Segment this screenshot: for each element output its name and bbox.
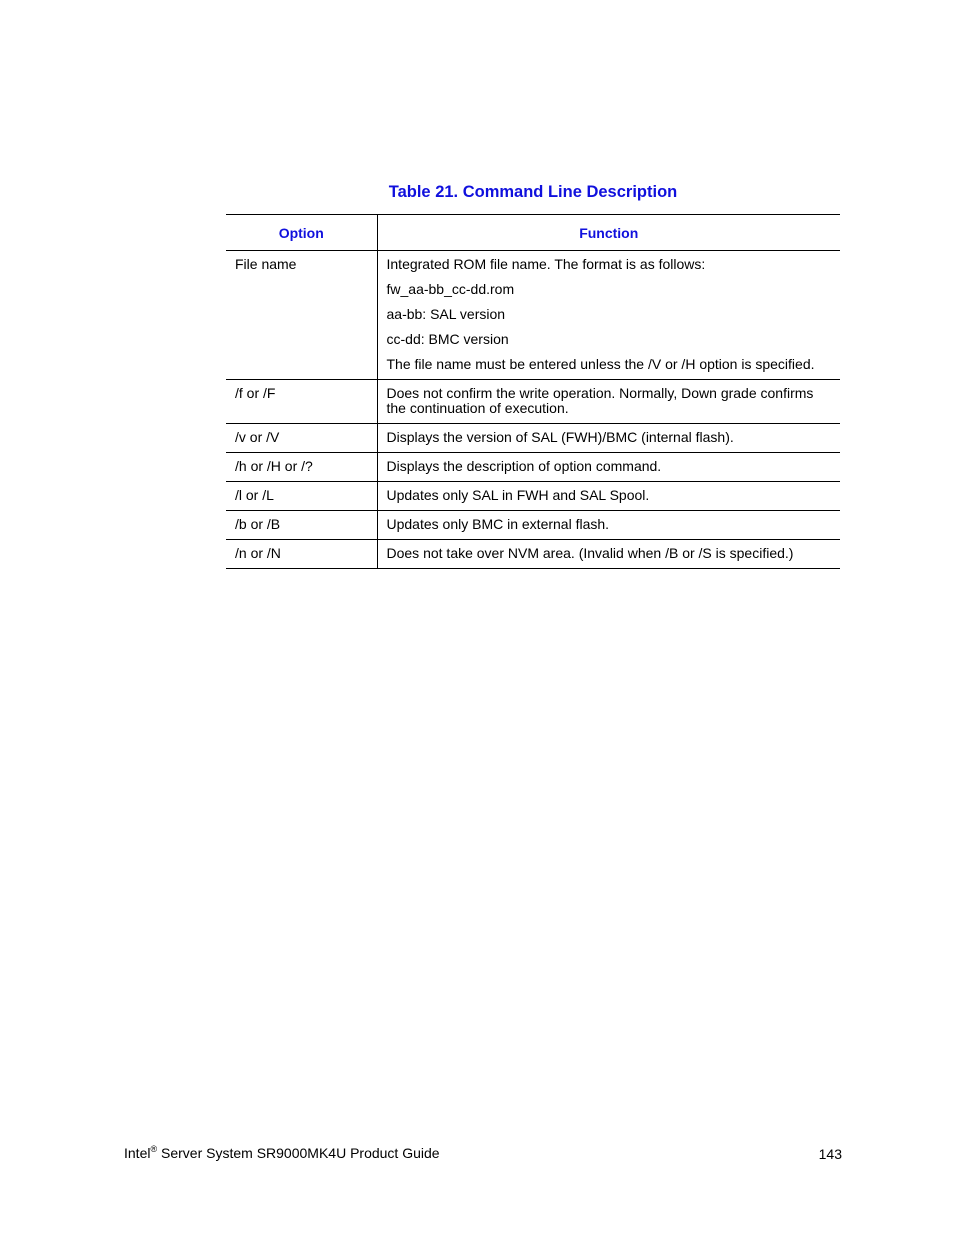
table-row [226,380,840,424]
function-line: Displays the description of option command. [386,458,662,474]
registered-mark: ® [150,1144,158,1154]
footer-title-text: Server System SR9000MK4U Product Guide [157,1145,440,1161]
table-row [226,424,840,453]
function-cell [377,453,840,482]
option-cell: /f or /F [226,380,377,424]
option-cell: /v or /V [226,424,377,453]
table-title: Table 21. Command Line Description [388,183,678,201]
function-cell [377,540,840,569]
function-cell [377,482,840,511]
function-cell [377,511,840,540]
table-row [226,453,840,482]
option-cell: /b or /B [226,511,377,540]
function-cell [377,380,840,424]
function-line: Displays the version of SAL (FWH)/BMC (internal flash). [386,429,734,445]
function-line: Updates only SAL in FWH and SAL Spool. [386,487,650,503]
function-line: The file name must be entered unless the /V or /H option is specified. [386,356,815,372]
table-row [226,251,840,380]
function-cell [377,424,840,453]
function-line: aa-bb: SAL version [386,306,506,322]
function-line: Does not take over NVM area. (Invalid when /B or /S is specified.) [386,545,794,561]
option-cell: /n or /N [226,540,377,569]
footer-brand: Intel [124,1145,151,1161]
header-function: Function [377,215,840,251]
function-line: Does not confirm the write operation. Normally, Down grade confirms the continuation of execution. [386,385,814,416]
function-line: Updates only BMC in external flash. [386,516,610,532]
header-option: Option [226,215,377,251]
option-cell: /l or /L [226,482,377,511]
function-line: Integrated ROM file name. The format is as follows: [386,256,706,272]
function-cell [377,251,840,380]
table-row [226,511,840,540]
table-row [226,540,840,569]
option-cell: /h or /H or /? [226,453,377,482]
command-line-table [226,214,840,569]
function-line: fw_aa-bb_cc-dd.rom [386,281,515,297]
page-number: 143 [818,1146,842,1162]
table-row [226,482,840,511]
footer-guide-title [124,1145,440,1161]
table-header-row [226,215,840,251]
function-line: cc-dd: BMC version [386,331,509,347]
option-cell: File name [226,251,377,380]
